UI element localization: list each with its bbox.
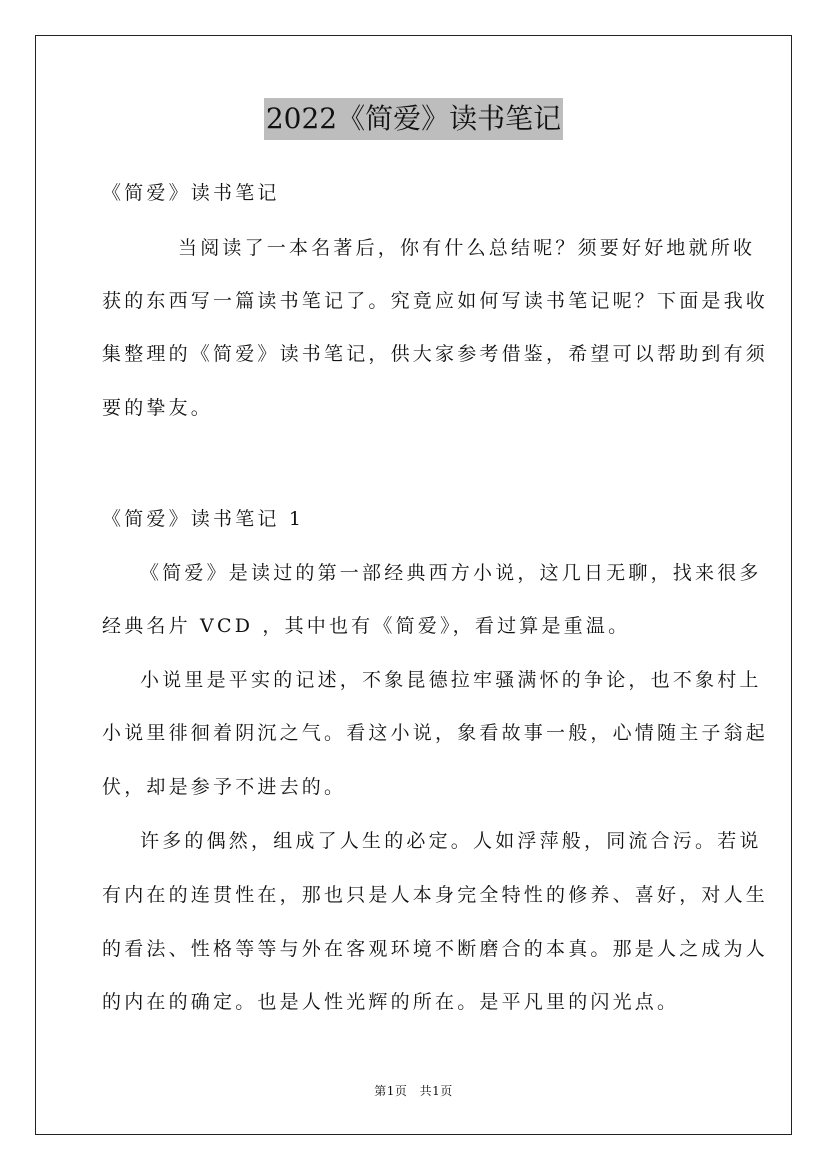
- section-heading: 《简爱》读书笔记 1: [102, 508, 305, 530]
- page-number-total: 共1页: [419, 1084, 453, 1098]
- paragraph2-line: 小说里徘徊着阴沉之气。看这小说，象看故事一般，心情随主子翁起: [102, 722, 769, 744]
- intro-line: 获的东西写一篇读书笔记了。究竟应如何写读书笔记呢？下面是我收: [102, 290, 769, 312]
- paragraph2-line: 小说里是平实的记述，不象昆德拉牢骚满怀的争论，也不象村上: [140, 669, 762, 691]
- paragraph2-line: 伏，却是参予不进去的。: [102, 776, 347, 798]
- intro-line: 要的挚友。: [102, 397, 214, 419]
- document-subtitle: 《简爱》读书笔记: [102, 182, 280, 204]
- paragraph3-line: 的内在的确定。也是人性光辉的所在。是平凡里的闪光点。: [102, 991, 680, 1013]
- paragraph1-line: 《简爱》是读过的第一部经典西方小说，这几日无聊，找来很多: [140, 562, 762, 584]
- paragraph3-line: 有内在的连贯性在，那也只是人本身完全特性的修养、喜好，对人生: [102, 884, 769, 906]
- document-title: 2022《简爱》读书笔记: [264, 98, 563, 140]
- intro-line: 当阅读了一本名著后，你有什么总结呢？须要好好地就所收: [178, 237, 756, 259]
- paragraph3-line: 的看法、性格等等与外在客观环境不断磨合的本真。那是人之成为人: [102, 938, 769, 960]
- intro-line: 集整理的《简爱》读书笔记，供大家参考借鉴，希望可以帮助到有须: [102, 343, 769, 365]
- page-footer: [0, 1083, 827, 1099]
- paragraph3-line: 许多的偶然，组成了人生的必定。人如浮萍般，同流合污。若说: [140, 830, 762, 852]
- paragraph1-line: 经典名片 VCD ，其中也有《简爱》，看过算是重温。: [102, 615, 631, 637]
- page-number-current: 第1页: [374, 1084, 408, 1098]
- title-container: [0, 98, 827, 140]
